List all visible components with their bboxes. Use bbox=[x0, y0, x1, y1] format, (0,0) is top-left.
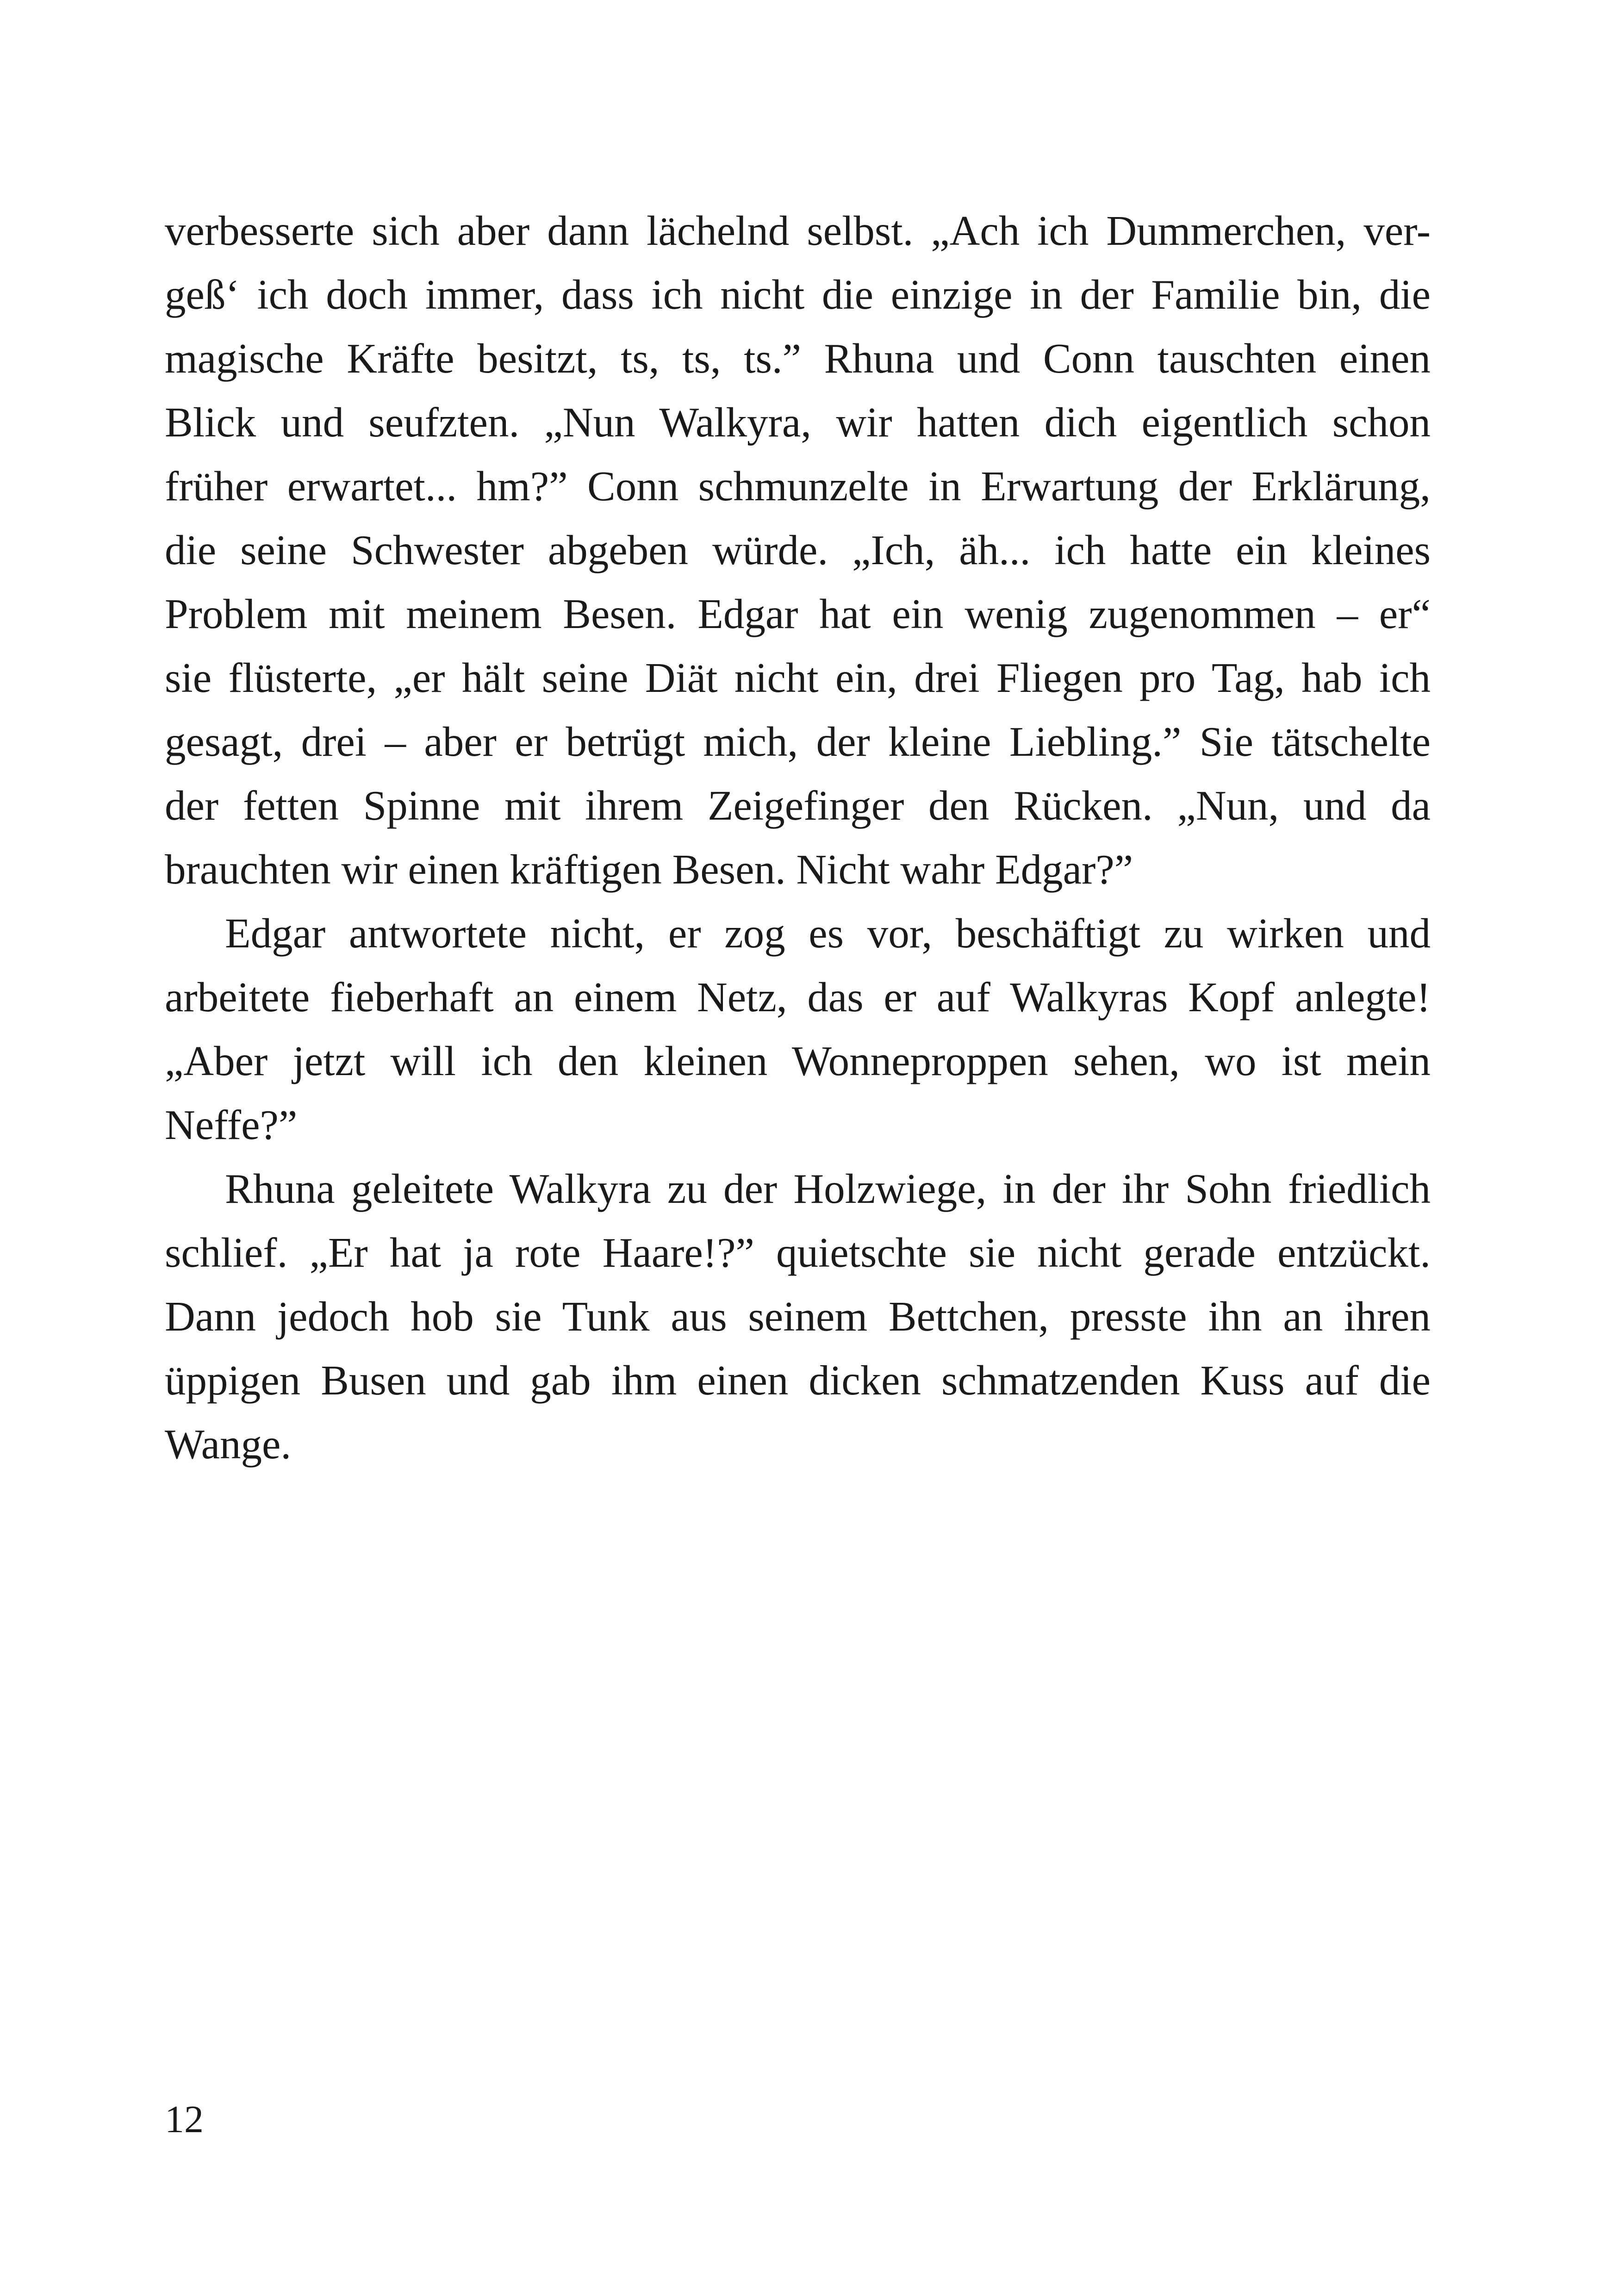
text-line: Blick und seufzten. „Nun Walkyra, wir hatten dich eigentlich schon bbox=[165, 399, 1431, 446]
text-line: schlief. „Er hat ja rote Haare!?” quietschte sie nicht gerade entzückt. bbox=[165, 1229, 1431, 1276]
text-line: üppigen Busen und gab ihm einen dicken schmatzenden Kuss auf die bbox=[165, 1357, 1431, 1404]
text-line: früher erwartet... hm?” Conn schmunzelte in Erwartung der Erklärung, bbox=[165, 463, 1431, 510]
text-line: Rhuna geleitete Walkyra zu der Holzwiege, in der ihr Sohn friedlich bbox=[225, 1165, 1431, 1212]
text-line: arbeitete fieberhaft an einem Netz, das er auf Walkyras Kopf anlegte! bbox=[165, 974, 1431, 1020]
text-line: Edgar antwortete nicht, er zog es vor, beschäftigt zu wirken und bbox=[225, 910, 1431, 957]
text-line: verbesserte sich aber dann lächelnd selbst. „Ach ich Dummerchen, ver- bbox=[165, 207, 1431, 254]
text-line: Neffe?” bbox=[165, 1101, 298, 1148]
body-text bbox=[165, 199, 1431, 1476]
text-line: Problem mit meinem Besen. Edgar hat ein wenig zugenommen – er“ bbox=[165, 591, 1431, 637]
text-line: „Aber jetzt will ich den kleinen Wonneproppen sehen, wo ist mein bbox=[165, 1038, 1431, 1084]
text-line: brauchten wir einen kräftigen Besen. Nicht wahr Edgar?” bbox=[165, 846, 1133, 893]
page-number: 12 bbox=[165, 2098, 204, 2141]
text-line: geß‘ ich doch immer, dass ich nicht die einzige in der Familie bin, die bbox=[165, 271, 1431, 318]
text-line: gesagt, drei – aber er betrügt mich, der kleine Liebling.” Sie tätschelte bbox=[165, 718, 1431, 765]
text-line: der fetten Spinne mit ihrem Zeigefinger den Rücken. „Nun, und da bbox=[165, 782, 1431, 829]
text-line: die seine Schwester abgeben würde. „Ich, äh... ich hatte ein kleines bbox=[165, 527, 1431, 573]
text-line: magische Kräfte besitzt, ts, ts, ts.” Rhuna und Conn tauschten einen bbox=[165, 335, 1431, 382]
text-line: Dann jedoch hob sie Tunk aus seinem Bettchen, presste ihn an ihren bbox=[165, 1293, 1431, 1340]
text-line: sie flüsterte, „er hält seine Diät nicht ein, drei Fliegen pro Tag, hab ich bbox=[165, 654, 1431, 701]
text-line: Wange. bbox=[165, 1421, 292, 1468]
